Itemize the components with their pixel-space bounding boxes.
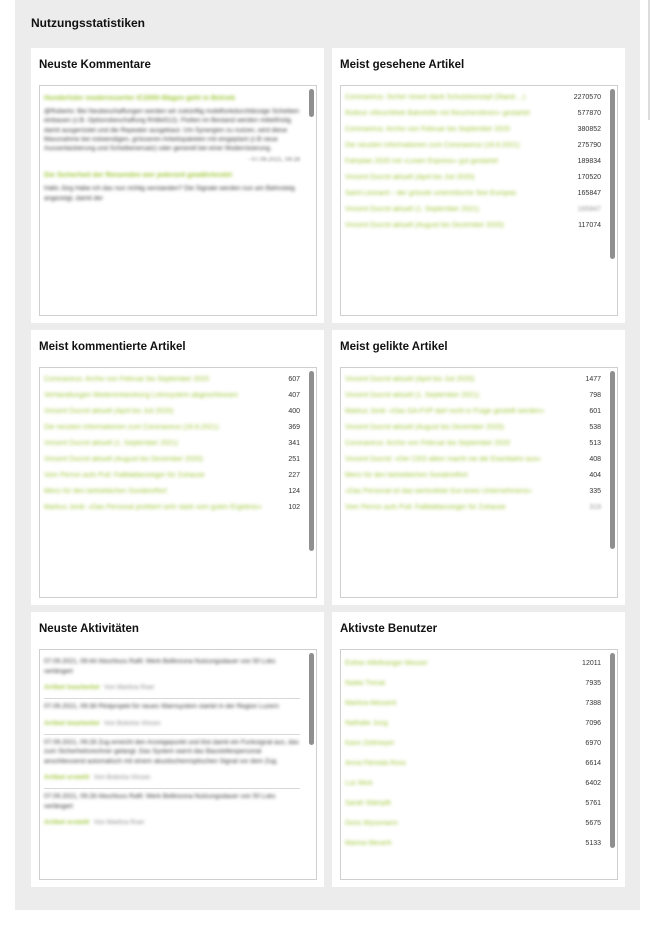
user-link[interactable]: Anna Flemida Ross	[345, 760, 407, 767]
comment-item	[44, 94, 300, 163]
list-item	[345, 468, 601, 484]
list-item	[345, 452, 601, 468]
card-meist-gelikt	[332, 330, 625, 605]
article-link[interactable]: Coronavirus: Archiv von Februar bis September 2020	[44, 376, 209, 383]
activity-item	[44, 699, 300, 735]
user-link[interactable]: Martina Messerli	[345, 700, 397, 707]
article-link[interactable]: Vincent Ducrot aktuell (April bis Juli 2020)	[345, 174, 475, 181]
like-count: 798	[589, 392, 601, 399]
user-activity-count: 5761	[585, 800, 601, 807]
article-link[interactable]: Vom Perron aufs Pult: Fallblattanzeiger für Zuhause	[44, 472, 205, 479]
article-link[interactable]: Vincent Ducrot aktuell (August bis Dezember 2020)	[345, 424, 505, 431]
article-link[interactable]: Rollout «Reschthek Bahnhöfe mit Reuchersferen» gestartet	[345, 110, 530, 117]
comment-article-link[interactable]: Die Sicherheit der Reisenden wer jederzeit gewährleistet	[44, 172, 232, 180]
comment-count: 102	[288, 504, 300, 511]
card-neuste-aktivitaeten	[31, 612, 324, 887]
comment-date: - 07.09.2021, 09:28	[247, 157, 300, 164]
card-aktivste-benutzer	[332, 612, 625, 887]
user-activity-count: 5675	[585, 820, 601, 827]
activity-item	[44, 789, 300, 833]
list-item	[345, 388, 601, 404]
list-item	[44, 404, 300, 420]
list-item	[345, 138, 601, 154]
article-link[interactable]: Markus Jordi: «Das Personal profitiert sehr stark vom guten Ergebnis»	[44, 504, 262, 511]
article-link[interactable]: Vincent Ducrot aktuell (August bis Dezember 2020)	[44, 456, 204, 463]
like-count: 319	[589, 504, 601, 511]
list-item	[345, 484, 601, 500]
user-link[interactable]: Sarah Stämpfli	[345, 800, 391, 807]
user-activity-count: 6402	[585, 780, 601, 787]
activity-item	[44, 735, 300, 790]
view-count: 189834	[577, 158, 601, 165]
list-item	[345, 186, 601, 202]
like-count: 1477	[585, 376, 601, 383]
comment-count: 369	[288, 424, 300, 431]
activity-action-link[interactable]: Artikel erstellt	[44, 819, 90, 826]
article-link[interactable]: Coronavirus: Sicher reisen dank Schutzkonzept (Stand ...)	[345, 94, 526, 101]
list-item	[345, 714, 601, 734]
user-link[interactable]: Luc Mick	[345, 780, 373, 787]
card-meist-gesehen	[332, 48, 625, 323]
list-item	[345, 372, 601, 388]
list-item	[345, 754, 601, 774]
user-link[interactable]: Doris Wyssmann	[345, 820, 398, 827]
comment-count: 251	[288, 456, 300, 463]
article-link[interactable]: Merci für den betrieblichen Sondereffort	[44, 488, 167, 495]
user-activity-count: 7935	[585, 680, 601, 687]
view-count: 170520	[577, 174, 601, 181]
list-item	[44, 436, 300, 452]
list-item	[345, 774, 601, 794]
most-liked-list[interactable]	[340, 367, 618, 598]
view-count: 275790	[577, 142, 601, 149]
list-item	[44, 388, 300, 404]
comment-count: 124	[288, 488, 300, 495]
activity-item	[44, 654, 300, 699]
article-link[interactable]: Fahrplan 2020 mit «Linien Express» gut gestartet	[345, 158, 498, 165]
article-link[interactable]: Vincent Ducrot aktuell (August bis Dezember 2020)	[345, 222, 505, 229]
list-item	[345, 734, 601, 754]
list-item	[44, 500, 300, 516]
list-item	[345, 106, 601, 122]
list-item	[345, 794, 601, 814]
like-count: 408	[589, 456, 601, 463]
scrollbar-thumb[interactable]	[610, 653, 615, 848]
user-activity-count: 6614	[585, 760, 601, 767]
comment-count: 227	[288, 472, 300, 479]
card-title: Meist gesehene Artikel	[340, 59, 465, 71]
activity-user: Von Bobsha Vincen	[103, 719, 161, 727]
user-activity-count: 5133	[585, 840, 601, 847]
article-link[interactable]: Vincent Ducrot aktuell (1. September 2021)	[345, 206, 480, 213]
user-link[interactable]: Nadia Trenat	[345, 680, 386, 687]
list-item	[44, 372, 300, 388]
activity-user: Von Martina Roer	[103, 684, 155, 691]
activity-user: Von Bobsha Vincen	[93, 774, 151, 781]
list-item	[345, 500, 601, 516]
card-meist-kommentiert	[31, 330, 324, 605]
card-title: Meist gelikte Artikel	[340, 341, 448, 353]
comments-list[interactable]	[39, 85, 317, 316]
scrollbar-thumb[interactable]	[610, 371, 615, 549]
list-item	[345, 834, 601, 854]
comment-article-link[interactable]: Hundertster modernisierter IC2000-Wagen geht in Betrieb	[44, 95, 236, 102]
list-item	[345, 694, 601, 714]
list-item	[44, 468, 300, 484]
activity-meta: 07.09.2021, 09:28 Abschluss Rafil: Werk Bellinzona Nutzungsdauer von 50 Loks verlängert	[44, 793, 276, 810]
user-activity-count: 6970	[585, 740, 601, 747]
list-item	[44, 484, 300, 500]
list-item	[44, 452, 300, 468]
list-item	[345, 654, 601, 674]
card-neuste-kommentare	[31, 48, 324, 323]
article-link[interactable]: Coronavirus: Archiv von Februar bis September 2020	[345, 126, 510, 133]
activity-action-link[interactable]: Artikel erstellt	[44, 774, 90, 781]
active-users-list[interactable]	[340, 649, 618, 880]
user-activity-count: 7388	[585, 700, 601, 707]
list-item	[345, 420, 601, 436]
article-link[interactable]: Merci für den betrieblichen Sondereffort	[345, 472, 468, 479]
article-link[interactable]: Vincent Ducrot aktuell (April bis Juli 2020)	[345, 376, 475, 383]
like-count: 513	[589, 440, 601, 447]
view-count: 380852	[577, 126, 601, 133]
user-link[interactable]: Karin Zeltmeyer	[345, 740, 395, 747]
scrollbar-thumb[interactable]	[309, 653, 314, 745]
card-title: Neuste Aktivitäten	[39, 623, 139, 635]
activity-user: Von Martina Roer	[93, 819, 145, 826]
list-item	[345, 436, 601, 452]
comment-item	[44, 171, 300, 203]
article-link[interactable]: Vom Perron aufs Pult: Fallblattanzeiger für Zuhause	[345, 504, 506, 511]
activity-action-link[interactable]: Artikel bearbeitet	[44, 684, 100, 691]
list-item	[345, 814, 601, 834]
article-link[interactable]: Verhandlungen Weiterentwicklung Lohnsystem abgeschlossen	[44, 392, 239, 399]
view-count: 165847	[577, 190, 601, 197]
user-activity-count: 7096	[585, 720, 601, 727]
comment-count: 400	[288, 408, 300, 415]
page-title: Nutzungsstatistiken	[31, 16, 146, 30]
activities-list[interactable]	[39, 649, 317, 880]
article-link[interactable]: Vincent Ducrot aktuell (1. September 2021)	[44, 440, 179, 447]
card-title: Meist kommentierte Artikel	[39, 341, 186, 353]
article-link[interactable]: Saint-Léonard – der grösste unterirdische See Europas	[345, 190, 517, 197]
like-count: 538	[589, 424, 601, 431]
activity-action-link[interactable]: Artikel bearbeitet	[44, 719, 100, 727]
article-link[interactable]: Vincent Ducrot: «Der CEO allein macht nie die Eisenbahn aus»	[345, 456, 541, 463]
list-item	[345, 154, 601, 170]
user-activity-count: 12011	[582, 660, 601, 667]
most-viewed-list[interactable]	[340, 85, 618, 316]
article-link[interactable]: Coronavirus: Archiv von Februar bis September 2020	[345, 440, 510, 447]
list-item	[345, 202, 601, 218]
comment-count: 341	[288, 440, 300, 447]
user-link[interactable]: Esther Affeltranger Messer	[345, 660, 428, 667]
scrollbar-thumb[interactable]	[309, 371, 314, 551]
list-item	[44, 420, 300, 436]
article-link[interactable]: Die neusten Informationen zum Coronavirus (16.8.2021)	[44, 424, 219, 431]
scrollbar-thumb[interactable]	[309, 89, 314, 117]
like-count: 601	[589, 408, 601, 415]
user-link[interactable]: Nathalie Jung	[345, 720, 388, 727]
view-count: 165847	[577, 206, 601, 213]
article-link[interactable]: Vincent Ducrot aktuell (1. September 2021)	[345, 392, 480, 399]
view-count: 577870	[577, 110, 601, 117]
list-item	[345, 218, 601, 234]
most-commented-list[interactable]	[39, 367, 317, 598]
comment-text: Hallo Jürg Habe ich das nun richtig verstanden? Die Signale werden nun am Bahnsteig angezeigt, damit der	[44, 185, 295, 202]
card-title: Neuste Kommentare	[39, 59, 151, 71]
article-link[interactable]: Vincent Ducrot aktuell (April bis Juli 2020)	[44, 408, 174, 415]
list-item	[345, 170, 601, 186]
article-link[interactable]: «Das Personal ist das wertvollste Gut eines Unternehmens»	[345, 488, 532, 495]
card-title: Aktivste Benutzer	[340, 623, 438, 635]
scrollbar-thumb[interactable]	[610, 89, 615, 259]
comment-text: @Roberto: Bei Neubeschaffungen werden wir zukünftig mobilfunkdurchlässige Scheiben einbauen (z.B. Optionsbeschaffung RABe512). Flotten im Bestand werden mittelfristig damit ausgerüstet und die Repeater ausgebaut. Um Synergien zu nutzen, wird diese Massnahme bei notwendigen, grösseren Arbeitspaketen mit eingeplant (z.B neue Aussenlackierung und Scheibenersatz) oder generell bei einer Modernisierung.	[44, 108, 300, 153]
activity-meta: 07.09.2021, 09:38 Pilotprojekt für neues Warnsystem startet in der Region Luzern	[44, 703, 279, 710]
view-count: 117074	[578, 222, 601, 229]
article-link[interactable]: Die neusten Informationen zum Coronavirus (16.8.2021)	[345, 142, 520, 149]
comment-count: 407	[288, 392, 300, 399]
view-count: 2270570	[573, 94, 601, 101]
activity-meta: 07.09.2021, 09:44 Abschluss Rafil: Werk Bellinzona Nutzungsdauer von 50 Loks verlängert	[44, 658, 276, 675]
user-link[interactable]: Marina Meuerli	[345, 840, 392, 847]
activity-meta: 07.09.2021, 09:28 Zug erreicht den Anzeigepunkt und löst damit ein Funksignal aus, das zum Sicherheitsrechner gelangt. Das System warnt das Baustellenpersonal anschliessend automatisch mit einem akustischen/optischen Signal vor dem Zug.	[44, 738, 299, 765]
list-item	[345, 122, 601, 138]
list-item	[345, 674, 601, 694]
like-count: 335	[589, 488, 601, 495]
comment-count: 607	[288, 376, 300, 383]
list-item	[345, 90, 601, 106]
like-count: 404	[589, 472, 601, 479]
article-link[interactable]: Markus Jordi: «Das GA-FVP darf nicht in Frage gestellt werden»	[345, 408, 545, 415]
list-item	[345, 404, 601, 420]
